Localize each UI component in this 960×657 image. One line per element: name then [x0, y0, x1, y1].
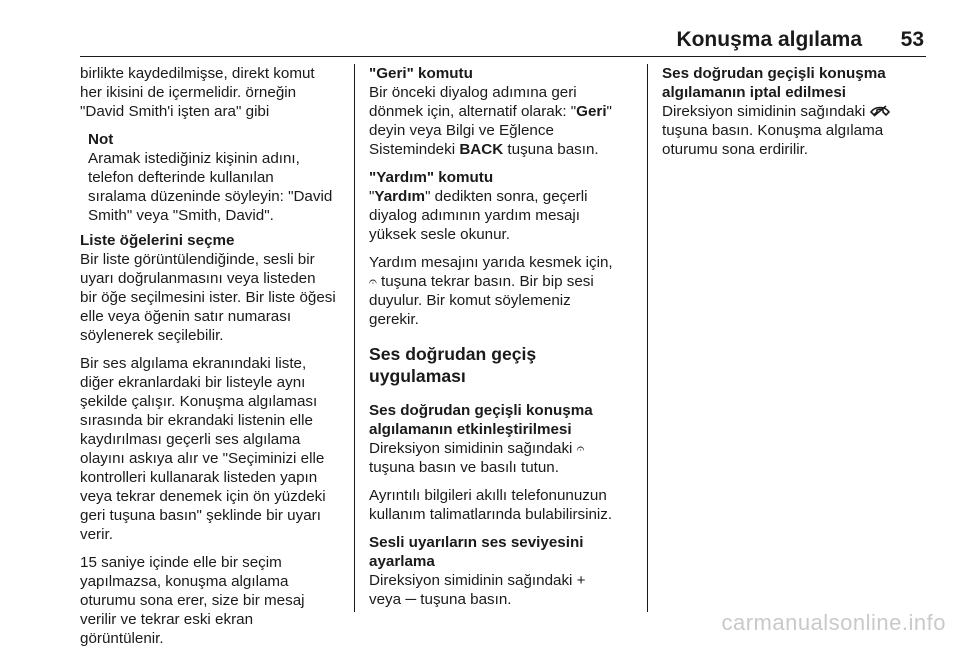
back-key-label: BACK — [459, 141, 504, 158]
page-header — [80, 22, 926, 57]
text-run: tuşuna basın. — [416, 591, 512, 608]
section-title: Ses doğrudan geçiş uygulaması — [369, 344, 537, 386]
column-divider — [647, 64, 648, 612]
column-left — [80, 64, 345, 657]
cancel-heading: Ses doğrudan geçişli konuşma algılamanın iptal edilmesi — [662, 65, 886, 101]
intro-paragraph: birlikte kaydedilmişse, direkt komut her ikisini de içermelidir. örneğin "David Smith'i işten ara" gibi — [80, 65, 315, 120]
list-paragraph-2: Bir ses algılama ekranındaki liste, diğer ekranlardaki bir listeyle aynı şekilde çalışır. Konuşma algılaması sırasında bir ekrandaki listenin elle kaydırılması geçerli ses algılama olayını askıya alır ve "Seçiminizi elle kontrolleri kullanarak listeden yapın veya tekrar denemek için ön yüzdeki geri tuşuna basın" şeklinde bir uyarı verir. — [80, 355, 326, 543]
plus-icon: + — [576, 572, 586, 589]
text-run: tuşuna basın ve basılı tutun. — [369, 459, 559, 476]
minus-icon: ─ — [405, 591, 417, 608]
back-command-paragraph — [369, 83, 636, 159]
text-run: tuşuna basın. — [503, 141, 599, 158]
volume-paragraph — [369, 571, 636, 609]
activate-paragraph-2: Ayrıntılı bilgileri akıllı telefonunuzun kullanım talimatlarında bulabilirsiniz. — [369, 487, 613, 523]
text-run: tuşuna basın. Konuşma algılama oturumu sona erdirilir. — [662, 122, 884, 158]
voice-button-icon: 𝄐 — [369, 273, 377, 289]
list-paragraph-1: Bir liste görüntülendiğinde, sesli bir uyarı doğrulanmasını veya listeden bir öğe seçilmesini ister. Bir liste öğesi elle veya öğenin satır numarası söylenerek seçilebilir. — [80, 251, 336, 344]
cancel-paragraph — [662, 102, 932, 159]
text-run: Direksiyon simidinin sağındaki — [662, 103, 870, 120]
hang-up-icon — [870, 103, 890, 120]
note-title: Not — [88, 131, 114, 148]
text-run: Direksiyon simidinin sağındaki — [369, 440, 577, 457]
column-middle — [369, 64, 636, 618]
text-run: Direksiyon simidinin sağındaki — [369, 572, 577, 589]
back-command-heading: "Geri" komutu — [369, 65, 473, 82]
column-divider — [354, 64, 355, 612]
text-run: " dedikten sonra, geçerli diyalog adımının yardım mesajı yüksek sesle okunur. — [369, 188, 588, 243]
activate-paragraph-1 — [369, 439, 636, 477]
help-keyword: Yardım — [374, 188, 426, 205]
list-heading: Liste öğelerini seçme — [80, 232, 235, 249]
page-number: 53 — [900, 28, 924, 51]
text-run: veya — [369, 591, 402, 608]
volume-heading: Sesli uyarıların ses seviyesini ayarlama — [369, 534, 584, 570]
column-right — [662, 64, 932, 168]
text-run: Yardım mesajını yarıda kesmek için, — [369, 254, 613, 271]
text-run: " deyin veya Bilgi ve Eğlence Sistemindeki — [369, 103, 612, 158]
page-title: Konuşma algılama — [676, 28, 862, 51]
help-paragraph-2 — [369, 253, 636, 329]
activate-heading: Ses doğrudan geçişli konuşma algılamanın etkinleştirilmesi — [369, 402, 593, 438]
note-body: Aramak istediğiniz kişinin adını, telefon defterinde kullanılan sıralama düzeninde söyleyin: "David Smith" veya "Smith, David". — [88, 150, 333, 224]
text-run: Bir önceki diyalog adımına geri dönmek için, alternatif olarak: " — [369, 84, 577, 120]
text-run: tuşuna tekrar basın. Bir bip sesi duyulur. Bir komut söylemeniz gerekir. — [369, 273, 594, 328]
help-command-heading: "Yardım" komutu — [369, 169, 494, 186]
list-paragraph-3: 15 saniye içinde elle bir seçim yapılmazsa, konuşma algılama oturumu sona erer, size bir mesaj verilir ve tekrar eski ekran görüntülenir. — [80, 554, 305, 647]
watermark: carmanualsonline.info — [721, 610, 946, 635]
text-run: " — [369, 188, 375, 205]
voice-button-icon: 𝄐 — [576, 440, 585, 456]
back-keyword: Geri — [576, 103, 607, 120]
help-paragraph-1 — [369, 187, 636, 244]
